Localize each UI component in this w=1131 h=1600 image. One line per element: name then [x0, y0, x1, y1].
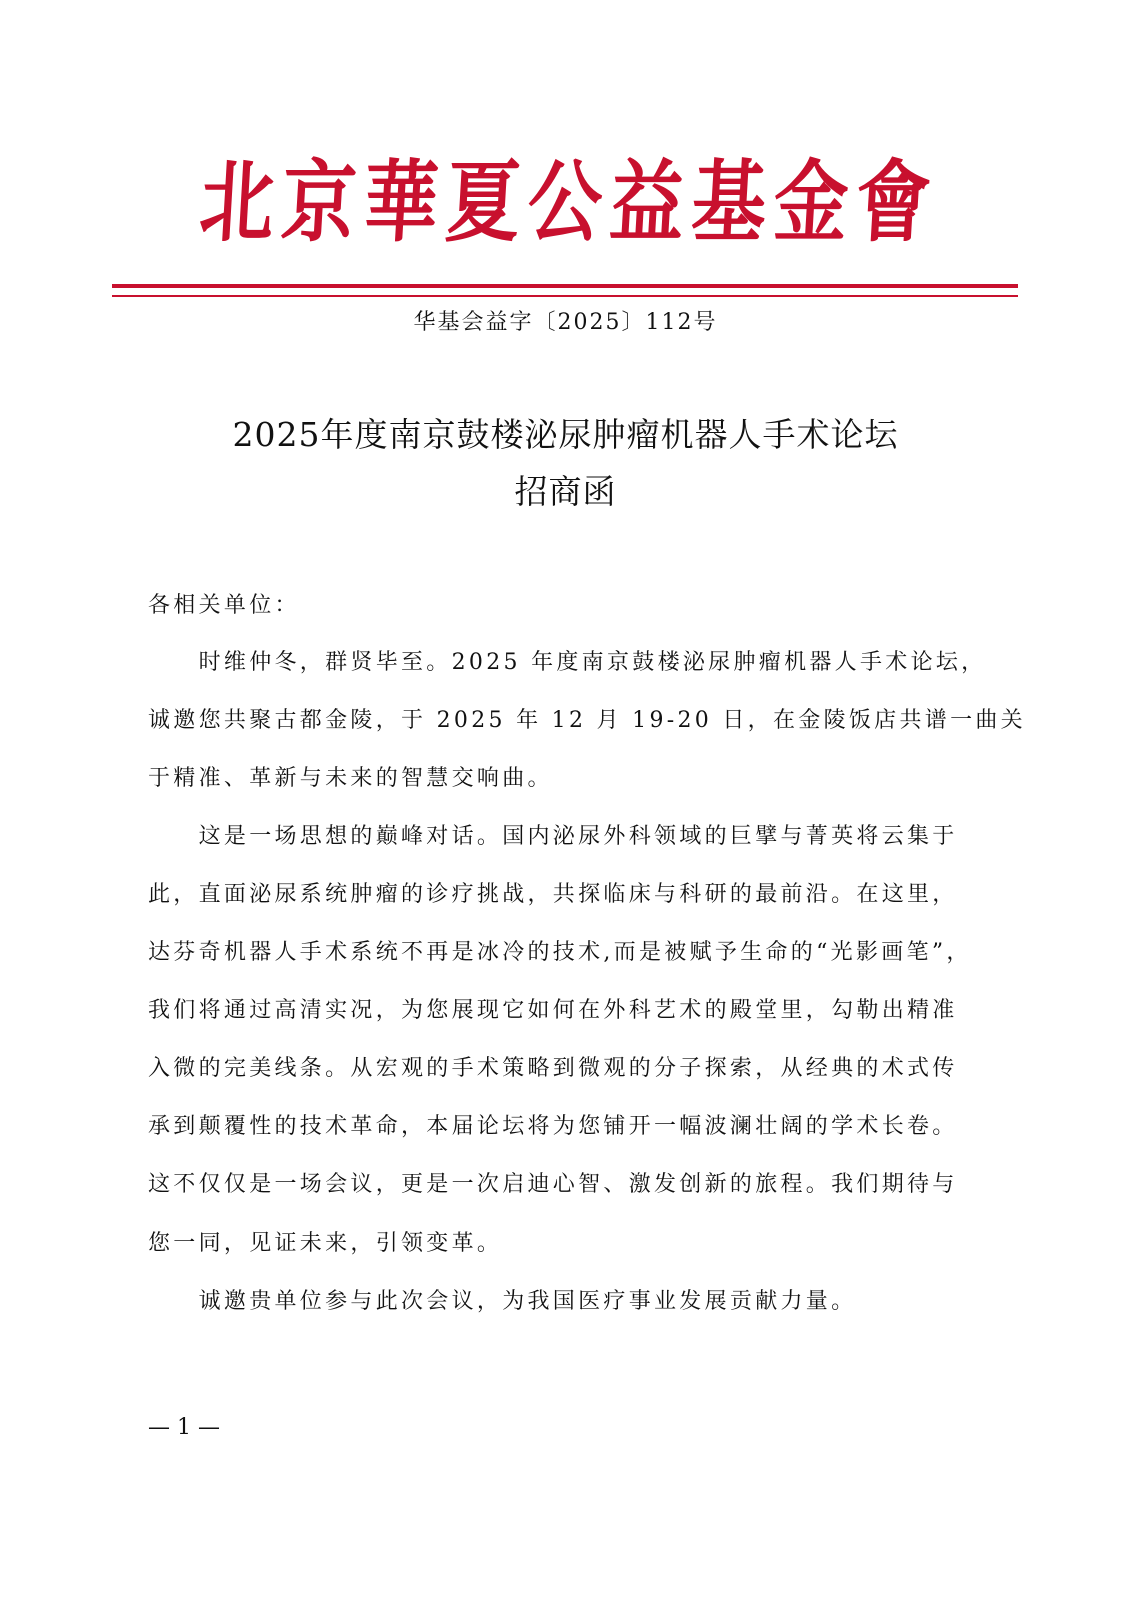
body-line: 我们将通过高清实况，为您展现它如何在外科艺术的殿堂里，勾勒出精准	[148, 998, 958, 1023]
masthead-char: 金	[770, 151, 852, 255]
masthead-char: 北	[196, 151, 278, 255]
masthead-char: 基	[688, 151, 770, 255]
page-number: — 1 —	[148, 1415, 220, 1440]
header-rule-thick	[112, 284, 1018, 288]
organization-masthead	[196, 148, 934, 258]
body-line: 这不仅仅是一场会议，更是一次启迪心智、激发创新的旅程。我们期待与	[148, 1172, 958, 1197]
document-title-line-2: 招商函	[514, 472, 617, 511]
masthead-char: 京	[278, 151, 360, 255]
body-line: 您一同，见证未来，引领变革。	[148, 1231, 503, 1256]
salutation: 各相关单位：	[148, 593, 300, 618]
header-rule-thin	[112, 295, 1018, 297]
body-line: 时维仲冬，群贤毕至。2025 年度南京鼓楼泌尿肿瘤机器人手术论坛，	[148, 650, 987, 675]
body-line: 达芬奇机器人手术系统不再是冰冷的技术,而是被赋予生命的“光影画笔”，	[148, 940, 972, 965]
body-line: 诚邀贵单位参与此次会议，为我国医疗事业发展贡献力量。	[148, 1289, 857, 1314]
body-line: 诚邀您共聚古都金陵，于 2025 年 12 月 19-20 日，在金陵饭店共谱一曲关	[148, 708, 1026, 733]
masthead-char: 益	[606, 151, 688, 255]
body-line: 于精准、革新与未来的智慧交响曲。	[148, 766, 553, 791]
body-line: 这是一场思想的巅峰对话。国内泌尿外科领域的巨擘与菁英将云集于	[148, 824, 958, 849]
masthead-char: 華	[360, 151, 442, 255]
masthead-char: 夏	[442, 151, 524, 255]
document-title-line-1: 2025年度南京鼓楼泌尿肿瘤机器人手术论坛	[232, 415, 899, 454]
masthead-char: 公	[524, 151, 606, 255]
masthead-char: 會	[852, 151, 934, 255]
body-line: 承到颠覆性的技术革命，本届论坛将为您铺开一幅波澜壮阔的学术长卷。	[148, 1114, 958, 1139]
body-line: 入微的完美线条。从宏观的手术策略到微观的分子探索，从经典的术式传	[148, 1056, 958, 1081]
document-number: 华基会益字〔2025〕112号	[413, 310, 718, 335]
body-line: 此，直面泌尿系统肿瘤的诊疗挑战，共探临床与科研的最前沿。在这里，	[148, 882, 958, 907]
